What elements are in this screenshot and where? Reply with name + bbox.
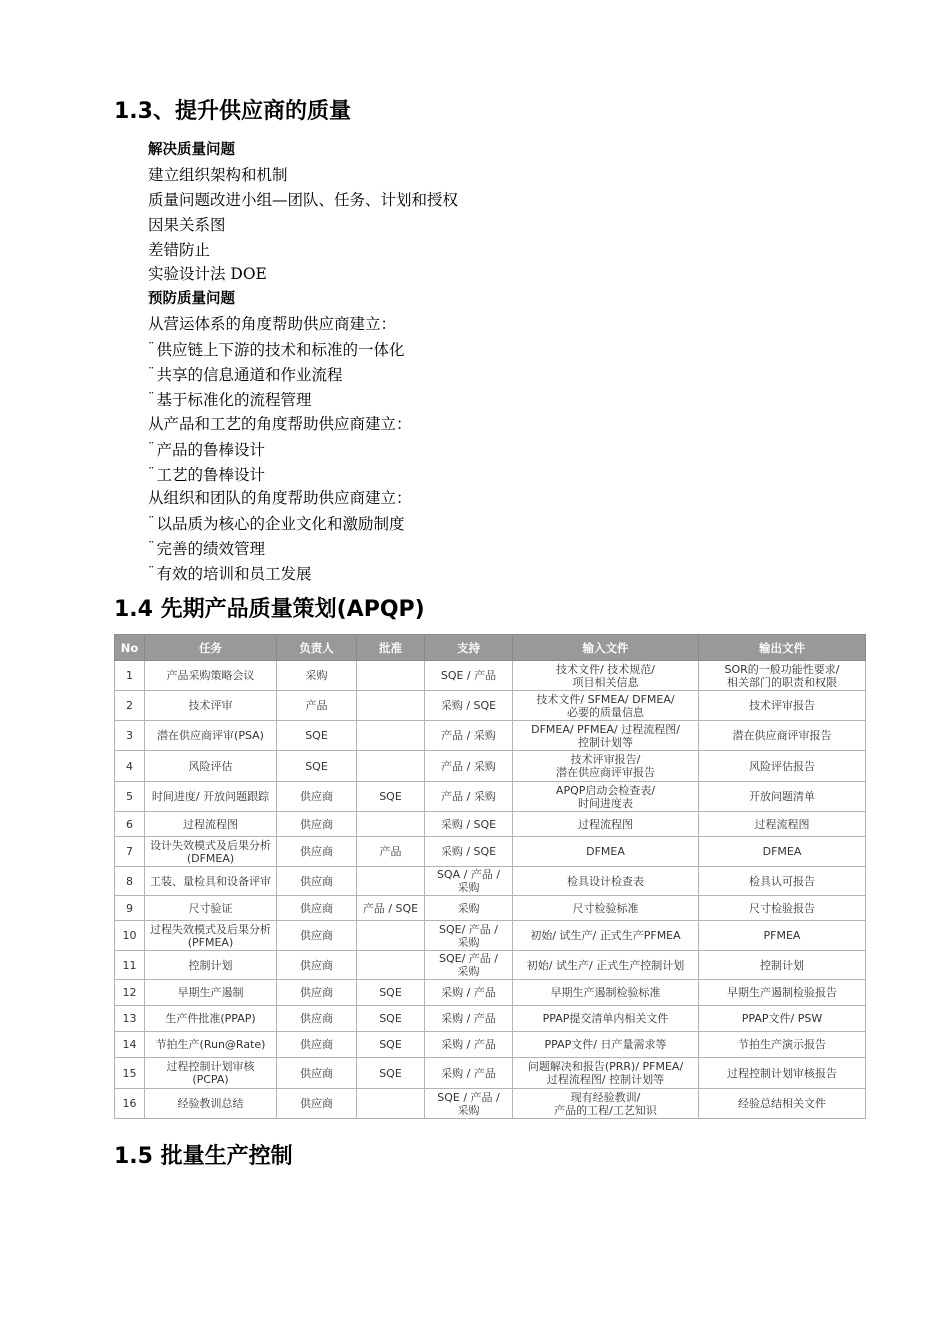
table-row <box>115 837 866 867</box>
cell-input: PPAP提交清单内相关文件 <box>513 1006 699 1032</box>
cell-owner: 采购 <box>277 661 357 691</box>
cell-output: 风险评估报告 <box>699 751 866 782</box>
cell-task: 潜在供应商评审(PSA) <box>145 721 277 751</box>
cell-output: PFMEA <box>699 921 866 951</box>
header-owner: 负责人 <box>277 635 357 661</box>
cell-approve <box>357 721 425 751</box>
table-row <box>115 896 866 921</box>
cell-output: 潜在供应商评审报告 <box>699 721 866 751</box>
cell-output: 检具认可报告 <box>699 867 866 896</box>
table-row <box>115 782 866 812</box>
cell-task: 生产件批准(PPAP) <box>145 1006 277 1032</box>
cell-output: 控制计划 <box>699 951 866 980</box>
cell-approve <box>357 661 425 691</box>
subheading-solve-quality: 解决质量问题 <box>148 142 235 158</box>
cell-output: DFMEA <box>699 837 866 867</box>
cell-owner: 供应商 <box>277 782 357 812</box>
cell-task: 早期生产遏制 <box>145 980 277 1006</box>
cell-support: SQE / 产品 <box>425 661 513 691</box>
cell-output: 开放问题清单 <box>699 782 866 812</box>
cell-owner: 供应商 <box>277 896 357 921</box>
cell-input: 技术文件/ 技术规范/ 项目相关信息 <box>513 661 699 691</box>
cell-task: 风险评估 <box>145 751 277 782</box>
section-1-3-list <box>148 138 848 586</box>
subheading-prevent-quality: 预防质量问题 <box>148 291 235 308</box>
cell-input: PPAP文件/ 日产量需求等 <box>513 1032 699 1058</box>
list-item: 实验设计法 DOE <box>148 265 267 284</box>
cell-approve: 产品 / SQE <box>357 896 425 921</box>
cell-task: 设计失效模式及后果分析 (DFMEA) <box>145 837 277 867</box>
table-body <box>115 661 866 1119</box>
header-task: 任务 <box>145 635 277 661</box>
table-header-row <box>115 635 866 661</box>
cell-output: 早期生产遏制检验报告 <box>699 980 866 1006</box>
cell-output: 过程控制计划审核报告 <box>699 1058 866 1089</box>
cell-owner: SQE <box>277 751 357 782</box>
cell-no: 5 <box>115 782 145 812</box>
cell-support: SQA / 产品 / 采购 <box>425 867 513 896</box>
cell-owner: 供应商 <box>277 921 357 951</box>
cell-no: 9 <box>115 896 145 921</box>
cell-task: 控制计划 <box>145 951 277 980</box>
cell-input: 初始/ 试生产/ 正式生产控制计划 <box>513 951 699 980</box>
cell-task: 过程失效模式及后果分析 (PFMEA) <box>145 921 277 951</box>
cell-support: SQE / 产品 / 采购 <box>425 1089 513 1119</box>
cell-no: 4 <box>115 751 145 782</box>
list-item: 因果关系图 <box>148 215 226 234</box>
bullet-item: ¨ 有效的培训和员工发展 <box>148 561 848 586</box>
cell-owner: 供应商 <box>277 1006 357 1032</box>
cell-support: 采购 / 产品 <box>425 1058 513 1089</box>
cell-support: 采购 / 产品 <box>425 980 513 1006</box>
table-row <box>115 691 866 721</box>
cell-support: 产品 / 采购 <box>425 782 513 812</box>
cell-input: APQP启动会检查表/ 时间进度表 <box>513 782 699 812</box>
header-input: 输入文件 <box>513 635 699 661</box>
apqp-table <box>114 634 866 1119</box>
cell-task: 工装、量检具和设备评审 <box>145 867 277 896</box>
cell-input: 技术评审报告/ 潜在供应商评审报告 <box>513 751 699 782</box>
cell-task: 技术评审 <box>145 691 277 721</box>
bullet-item: ¨ 基于标准化的流程管理 <box>148 387 848 412</box>
cell-owner: 供应商 <box>277 1032 357 1058</box>
cell-approve <box>357 867 425 896</box>
cell-support: 采购 / SQE <box>425 812 513 837</box>
cell-task: 过程控制计划审核 (PCPA) <box>145 1058 277 1089</box>
cell-no: 8 <box>115 867 145 896</box>
cell-approve <box>357 691 425 721</box>
cell-approve: SQE <box>357 1032 425 1058</box>
cell-output: 经验总结相关文件 <box>699 1089 866 1119</box>
bullet-item: ¨ 供应链上下游的技术和标准的一体化 <box>148 337 848 362</box>
cell-approve <box>357 751 425 782</box>
cell-input: DFMEA <box>513 837 699 867</box>
cell-support: 采购 / 产品 <box>425 1006 513 1032</box>
table-row <box>115 867 866 896</box>
header-approve: 批准 <box>357 635 425 661</box>
cell-support: 产品 / 采购 <box>425 751 513 782</box>
table-row <box>115 812 866 837</box>
cell-no: 16 <box>115 1089 145 1119</box>
cell-owner: 供应商 <box>277 1089 357 1119</box>
header-support: 支持 <box>425 635 513 661</box>
cell-output: 技术评审报告 <box>699 691 866 721</box>
cell-task: 尺寸验证 <box>145 896 277 921</box>
table-row <box>115 1089 866 1119</box>
cell-input: 初始/ 试生产/ 正式生产PFMEA <box>513 921 699 951</box>
cell-approve: 产品 <box>357 837 425 867</box>
cell-approve: SQE <box>357 1006 425 1032</box>
bullet-item: ¨ 以品质为核心的企业文化和激励制度 <box>148 511 848 536</box>
cell-approve: SQE <box>357 980 425 1006</box>
cell-owner: 供应商 <box>277 867 357 896</box>
list-item: 从营运体系的角度帮助供应商建立： <box>148 315 397 334</box>
table-row <box>115 661 866 691</box>
cell-no: 7 <box>115 837 145 867</box>
header-no: No <box>115 635 145 661</box>
cell-support: SQE/ 产品 / 采购 <box>425 951 513 980</box>
cell-support: 采购 / SQE <box>425 837 513 867</box>
cell-no: 10 <box>115 921 145 951</box>
cell-task: 经验教训总结 <box>145 1089 277 1119</box>
cell-owner: SQE <box>277 721 357 751</box>
cell-output: 过程流程图 <box>699 812 866 837</box>
table-row <box>115 721 866 751</box>
list-item: 建立组织架构和机制 <box>148 165 288 184</box>
cell-approve: SQE <box>357 782 425 812</box>
cell-input: 技术文件/ SFMEA/ DFMEA/ 必要的质量信息 <box>513 691 699 721</box>
cell-task: 时间进度/ 开放问题跟踪 <box>145 782 277 812</box>
cell-no: 1 <box>115 661 145 691</box>
cell-input: 问题解决和报告(PRR)/ PFMEA/ 过程流程图/ 控制计划等 <box>513 1058 699 1089</box>
cell-owner: 供应商 <box>277 1058 357 1089</box>
section-1-3-heading: 1.3、提升供应商的质量 <box>114 99 351 124</box>
cell-support: SQE/ 产品 / 采购 <box>425 921 513 951</box>
cell-input: 检具设计检查表 <box>513 867 699 896</box>
cell-owner: 供应商 <box>277 980 357 1006</box>
cell-output: SOR的一般功能性要求/ 相关部门的职责和权限 <box>699 661 866 691</box>
cell-approve: SQE <box>357 1058 425 1089</box>
table-row <box>115 1058 866 1089</box>
table-row <box>115 751 866 782</box>
cell-no: 13 <box>115 1006 145 1032</box>
cell-input: 过程流程图 <box>513 812 699 837</box>
cell-input: DFMEA/ PFMEA/ 过程流程图/ 控制计划等 <box>513 721 699 751</box>
list-item: 质量问题改进小组—团队、任务、计划和授权 <box>148 190 459 209</box>
cell-input: 早期生产遏制检验标准 <box>513 980 699 1006</box>
cell-support: 采购 <box>425 896 513 921</box>
cell-no: 2 <box>115 691 145 721</box>
cell-no: 12 <box>115 980 145 1006</box>
cell-support: 产品 / 采购 <box>425 721 513 751</box>
cell-task: 产品采购策略会议 <box>145 661 277 691</box>
cell-approve <box>357 921 425 951</box>
table-row <box>115 951 866 980</box>
cell-owner: 供应商 <box>277 951 357 980</box>
cell-no: 15 <box>115 1058 145 1089</box>
cell-task: 节拍生产(Run@Rate) <box>145 1032 277 1058</box>
cell-owner: 供应商 <box>277 812 357 837</box>
cell-approve <box>357 951 425 980</box>
bullet-item: ¨ 完善的绩效管理 <box>148 536 848 561</box>
table-row <box>115 921 866 951</box>
cell-approve <box>357 812 425 837</box>
cell-support: 采购 / SQE <box>425 691 513 721</box>
list-item: 从组织和团队的角度帮助供应商建立： <box>148 489 412 508</box>
bullet-item: ¨ 产品的鲁棒设计 <box>148 437 848 462</box>
cell-support: 采购 / 产品 <box>425 1032 513 1058</box>
table-row <box>115 1032 866 1058</box>
bullet-item: ¨ 共享的信息通道和作业流程 <box>148 362 848 387</box>
cell-output: 尺寸检验报告 <box>699 896 866 921</box>
cell-input: 尺寸检验标准 <box>513 896 699 921</box>
cell-input: 现有经验教训/ 产品的工程/工艺知识 <box>513 1089 699 1119</box>
table-row <box>115 980 866 1006</box>
cell-no: 6 <box>115 812 145 837</box>
list-item: 差错防止 <box>148 240 211 259</box>
bullet-item: ¨ 工艺的鲁棒设计 <box>148 462 848 487</box>
cell-no: 14 <box>115 1032 145 1058</box>
cell-approve <box>357 1089 425 1119</box>
cell-owner: 产品 <box>277 691 357 721</box>
cell-output: 节拍生产演示报告 <box>699 1032 866 1058</box>
table-row <box>115 1006 866 1032</box>
list-item: 从产品和工艺的角度帮助供应商建立： <box>148 414 412 433</box>
cell-output: PPAP文件/ PSW <box>699 1006 866 1032</box>
cell-owner: 供应商 <box>277 837 357 867</box>
section-1-5-heading: 1.5 批量生产控制 <box>114 1144 293 1169</box>
header-output: 输出文件 <box>699 635 866 661</box>
section-1-4-heading: 1.4 先期产品质量策划(APQP) <box>114 597 425 622</box>
cell-no: 11 <box>115 951 145 980</box>
cell-task: 过程流程图 <box>145 812 277 837</box>
cell-no: 3 <box>115 721 145 751</box>
